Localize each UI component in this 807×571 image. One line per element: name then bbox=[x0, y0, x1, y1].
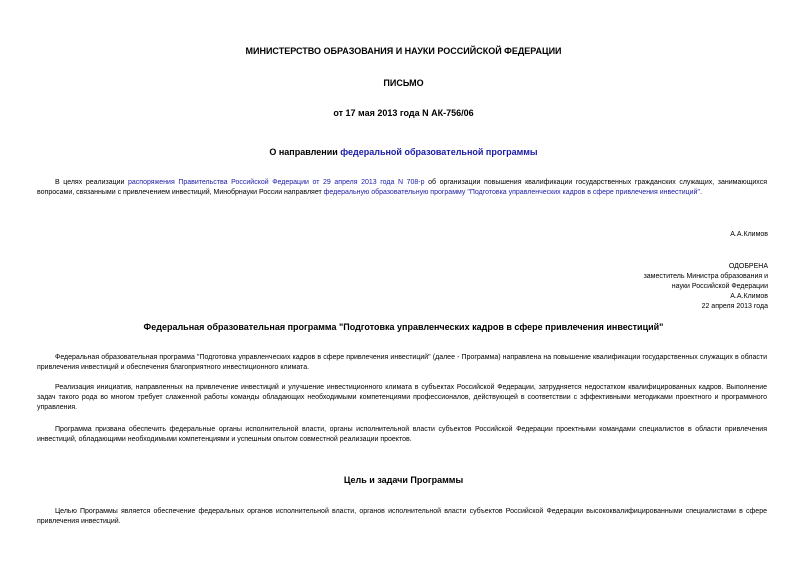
intro-text-1: В целях реализации bbox=[55, 179, 129, 186]
signature: А.А.Климов bbox=[730, 231, 768, 238]
intro-text-2: об организации повышения квалификации государственных гражданских служащих, занимающихся вопросами, связанными с привлечением инвестиций, Минобрнауки России направляет bbox=[37, 179, 767, 196]
document-date: от 17 мая 2013 года N АК-756/06 bbox=[333, 108, 474, 118]
approval-position-2: науки Российской Федерации bbox=[671, 283, 768, 290]
program-link[interactable]: федеральную образовательную программу "Подготовка управленческих кадров в сфере привлечения инвестиций" bbox=[323, 189, 700, 196]
intro-text-3: . bbox=[699, 189, 702, 196]
program-title: Федеральная образовательная программа "Подготовка управленческих кадров в сфере привлечения инвестиций" bbox=[143, 322, 664, 332]
approval-block bbox=[644, 262, 768, 312]
government-order-link[interactable]: распоряжения Правительства Российской Федерации от 29 апреля 2013 года N 708-р bbox=[128, 179, 425, 186]
ministry-heading: МИНИСТЕРСТВО ОБРАЗОВАНИЯ И НАУКИ РОССИЙСКОЙ ФЕДЕРАЦИИ bbox=[245, 46, 562, 56]
paragraph-4: Целью Программы является обеспечение федеральных органов исполнительной власти, органов исполнительной власти субъектов Российской Федерации высококвалифицированными специалистами в сфере привлечения инвестиций. bbox=[37, 508, 767, 525]
paragraph-3: Программа призвана обеспечить федеральные органы исполнительной власти, органы исполнительной власти субъектов Российской Федерации проектными командами специалистов в области привлечения инвестиций, обладающими необходимыми компетенциями и успешным опытом совместной реализации проектов. bbox=[37, 426, 767, 443]
section-title: Цель и задачи Программы bbox=[343, 475, 464, 485]
subject-line bbox=[0, 147, 807, 157]
intro-paragraph bbox=[37, 178, 767, 198]
subject-prefix: О направлении bbox=[269, 147, 341, 157]
approval-position-1: заместитель Министра образования и bbox=[643, 273, 768, 280]
approval-name: А.А.Климов bbox=[730, 293, 768, 300]
document-type: ПИСЬМО bbox=[383, 78, 424, 88]
approval-date: 22 апреля 2013 года bbox=[701, 303, 768, 310]
paragraph-2: Реализация инициатив, направленных на привлечение инвестиций и улучшение инвестиционного климата в субъектах Российской Федерации, затрудняется недостатком квалифицированных кадров. Выполнение задач такого рода во многом требует слаженной работы команды обладающих необходимыми компетенциями профессионалов, действующей в соответствии с эффективными методиками проектного и программного управления. bbox=[37, 384, 767, 411]
paragraph-1: Федеральная образовательная программа "Подготовка управленческих кадров в сфере привлечения инвестиций" (далее - Программа) направлена на повышение квалификации государственных служащих в области привлечения инвестиций и обеспечения благоприятного инвестиционного климата. bbox=[37, 354, 767, 371]
subject-link[interactable]: федеральной образовательной программы bbox=[340, 147, 538, 157]
approval-status: ОДОБРЕНА bbox=[728, 263, 768, 270]
